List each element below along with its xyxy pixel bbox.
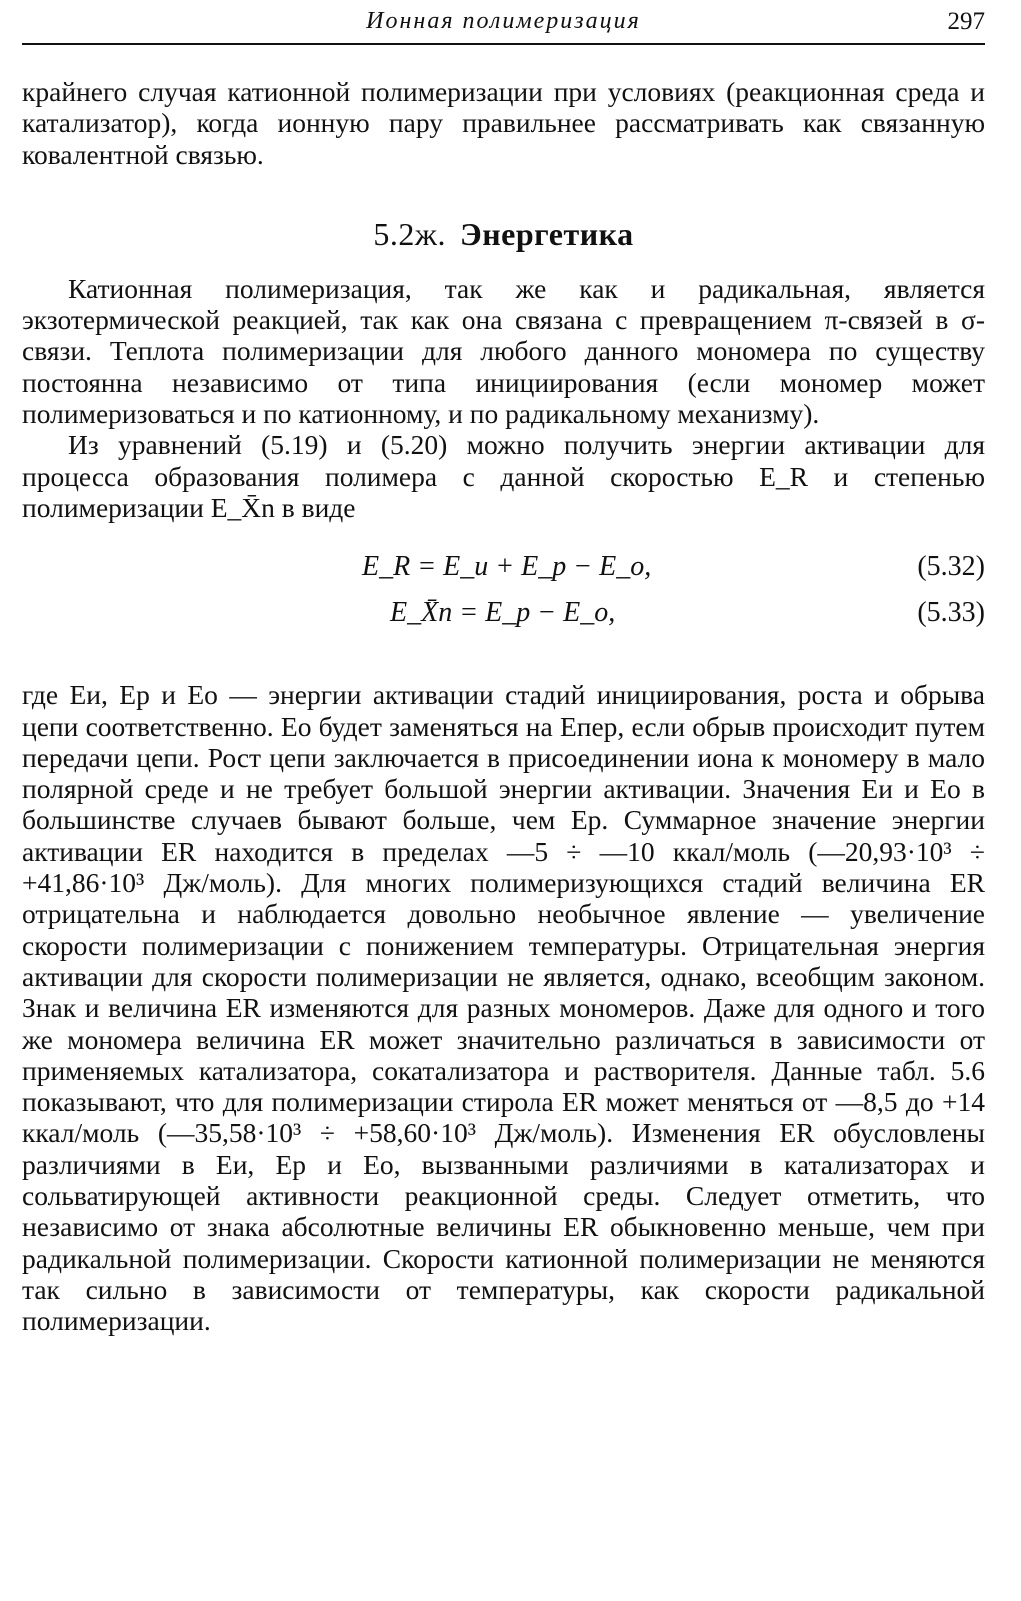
section-heading (22, 216, 985, 253)
page-number: 297 (947, 8, 985, 35)
section-title: Энергетика (460, 215, 634, 252)
equation-5-32 (22, 545, 985, 591)
equation-number: (5.33) (917, 597, 985, 629)
paragraph-discussion: где Eи, Eр и Eо — энергии активации стадий инициирования, роста и обрыва цепи соответственно. Eо будет заменяться на Eпер, если обрыв происходит путем передачи цепи. Рост цепи заключается в присоединении иона к мономеру в мало полярной среде и не требует большой энергии активации. Значения Eи и Eо в большинстве случаев бывают больше, чем Eр. Суммарное значение энергии активации ER находится в пределах —5 ÷ —10 ккал/моль (—20,93·10³ ÷ +41,86·10³ Дж/моль). Для многих полимеризующихся стадий величина ER отрицательна и наблюдается довольно необычное явление — увеличение скорости полимеризации с понижением температуры. Отрицательная энергия активации для скорости полимеризации не является, однако, всеобщим законом. Знак и величина ER изменяются для разных мономеров. Даже для одного и того же мономера величина ER может значительно различаться в зависимости от применяемых катализатора, сокатализатора и растворителя. Данные табл. 5.6 показывают, что для полимеризации стирола ER может меняться от —8,5 до +14 ккал/моль (—35,58·10³ ÷ +58,60·10³ Дж/моль). Изменения ER обусловлены различиями в Eи, Eр и Eо, вызванными различиями в катализаторах и сольватирующей активности реакционной среды. Следует отметить, что независимо от знака абсолютные величины ER обыкновенно меньше, чем при радикальной полимеризации. Скорости катионной полимеризации не меняются так сильно в зависимости от температуры, как скорости радикальной полимеризации. (22, 679, 985, 1337)
running-title: Ионная полимеризация (366, 8, 641, 34)
header-rule (22, 43, 985, 45)
section-number: 5.2ж. (373, 215, 447, 252)
equation-block (22, 545, 985, 651)
equation-number: (5.32) (917, 551, 985, 583)
equation-formula: E_X̄n = E_р − E_о, (390, 597, 616, 629)
equation-formula: E_R = E_и + E_р − E_о, (362, 551, 652, 583)
paragraph-continuation: крайнего случая катионной полимеризации при условиях (реакционная среда и катализатор), когда ионную пару правильнее рассматривать как связанную ковалентной связью. (22, 76, 985, 170)
equation-5-33 (22, 591, 985, 651)
paragraph-exothermic: Катионная полимеризация, так же как и радикальная, является экзотермической реакцией, так как она связана с превращением π-связей в σ-связи. Теплота полимеризации для любого данного мономера по существу постоянна независимо от типа инициирования (если мономер может полимеризоваться и по катионному, и по радикальному механизму). (22, 272, 985, 430)
paragraph-activation-energies: Из уравнений (5.19) и (5.20) можно получить энергии активации для процесса образования полимера с данной скоростью E_R и степенью полимеризации E_X̄n в виде (22, 429, 985, 523)
running-header (22, 0, 985, 48)
